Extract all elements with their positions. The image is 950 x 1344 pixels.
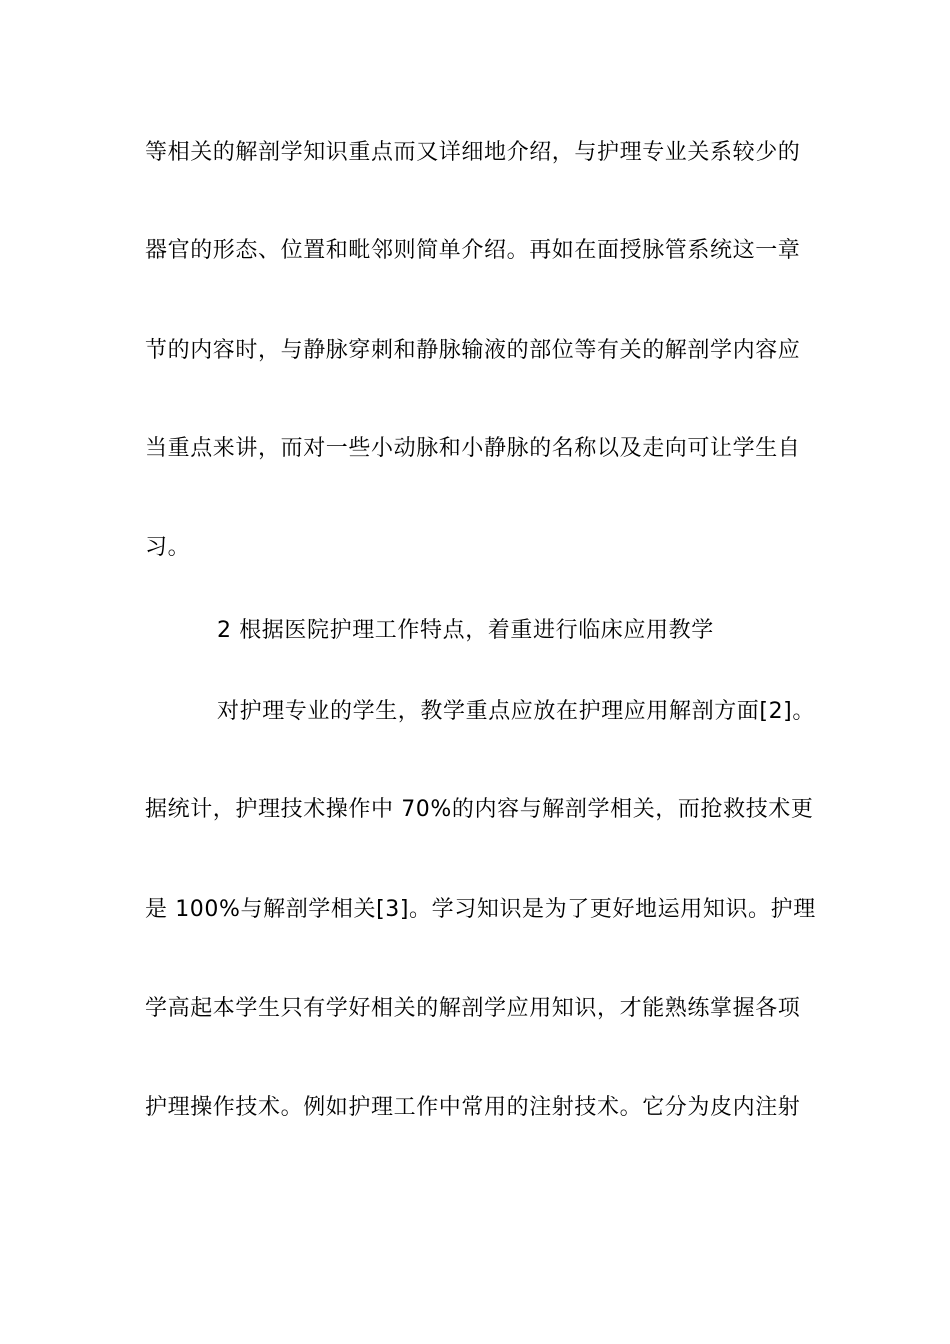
paragraph-line-2: 器官的形态、位置和毗邻则简单介绍。再如在面授脉管系统这一章 [145, 238, 801, 263]
paragraph-line-10: 护理操作技术。例如护理工作中常用的注射技术。它分为皮内注射 [145, 1095, 801, 1120]
paragraph-line-6: 对护理专业的学生，教学重点应放在护理应用解剖方面[2]。 [217, 699, 815, 724]
section-heading: 2 根据医院护理工作特点，着重进行临床应用教学 [217, 618, 714, 643]
paragraph-line-4: 当重点来讲，而对一些小动脉和小静脉的名称以及走向可让学生自 [145, 436, 801, 461]
paragraph-line-1: 等相关的解剖学知识重点而又详细地介绍，与护理专业关系较少的 [145, 140, 801, 165]
paragraph-line-7: 据统计，护理技术操作中 70%的内容与解剖学相关，而抢救技术更 [145, 797, 814, 822]
paragraph-line-8: 是 100%与解剖学相关[3]。学习知识是为了更好地运用知识。护理 [145, 897, 816, 922]
paragraph-line-3: 节的内容时，与静脉穿刺和静脉输液的部位等有关的解剖学内容应 [145, 338, 801, 363]
paragraph-line-9: 学高起本学生只有学好相关的解剖学应用知识，才能熟练掌握各项 [145, 996, 801, 1021]
paragraph-line-5: 习。 [145, 535, 191, 560]
